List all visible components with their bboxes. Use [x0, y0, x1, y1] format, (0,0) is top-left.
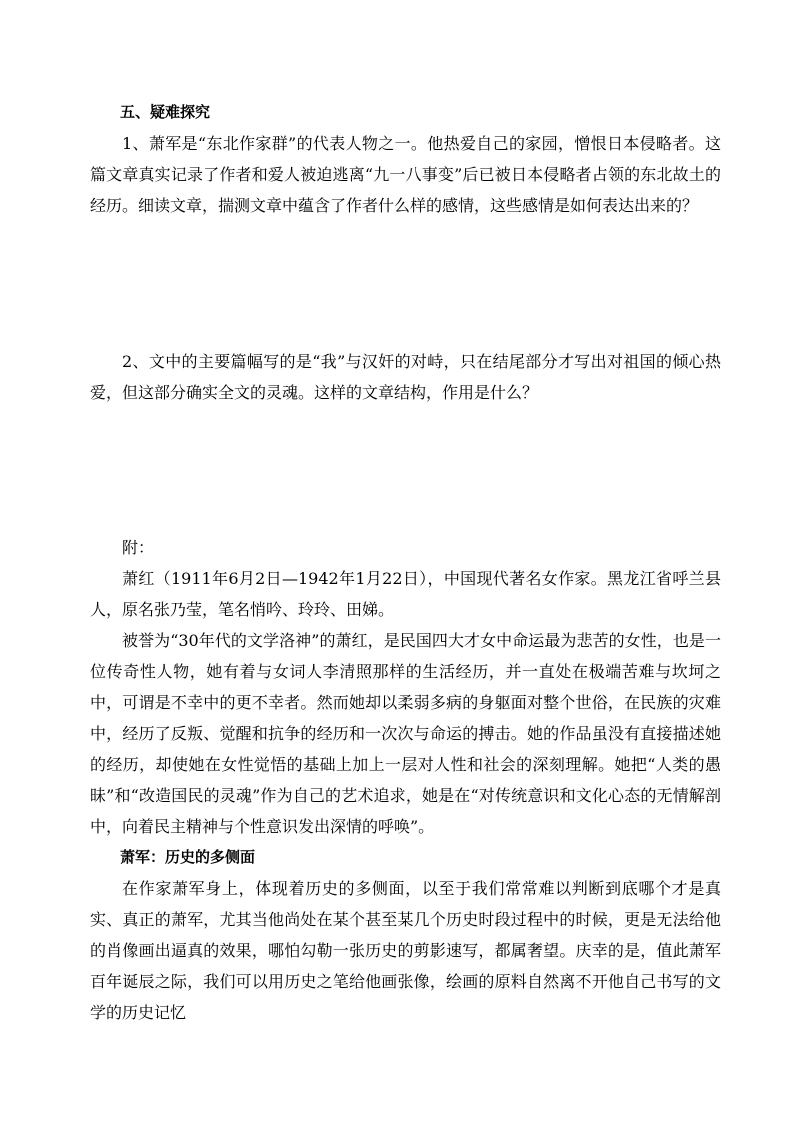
appendix-label: 附： [122, 538, 155, 557]
xiao-hong-intro: 萧红（1911年6月2日—1942年1月22日），中国现代著名女作家。黑龙江省呼兰县人，原名张乃莹，笔名悄吟、玲玲、田娣。 [90, 569, 721, 619]
xiao-jun-paragraph: 在作家萧军身上，体现着历史的多侧面，以至于我们常常难以判断到底哪个才是真实、真正的萧军，尤其当他尚处在某个甚至某几个历史时段过程中的时候，更是无法给他的肖像画出逼真的效果，哪怕勾勒一张历史的剪影速写，都属奢望。庆幸的是，值此萧军百年诞辰之际，我们可以用历史之笔给他画张像，绘画的原料自然离不开他自己书写的文学的历史记忆 [90, 879, 721, 1022]
section-heading: 五、疑难探究 [120, 103, 211, 121]
question-1: 1、萧军是“东北作家群”的代表人物之一。他热爱自己的家园，憎恨日本侵略者。这篇文章真实记录了作者和爱人被迫逃离“九一八事变”后已被日本侵略者占领的东北故土的经历。细读文章，揣测文章中蕴含了作者什么样的感情，这些感情是如何表达出来的？ [90, 134, 721, 215]
xiao-hong-paragraph: 被誉为“30年代的文学洛神”的萧红，是民国四大才女中命运最为悲苦的女性，也是一位传奇性人物，她有着与女词人李清照那样的生活经历，并一直处在极端苦难与坎坷之中，可谓是不幸中的更不幸者。然而她却以柔弱多病的身躯面对整个世俗，在民族的灾难中，经历了反叛、觉醒和抗争的经历和一次次与命运的搏击。她的作品虽没有直接描述她的经历，却使她在女性觉悟的基础上加上一层对人性和社会的深刻理解。她把“人类的愚昧”和“改造国民的灵魂”作为自己的艺术追求，她是在“对传统意识和文化心态的无情解剖中，向着民主精神与个性意识发出深情的呼唤”。 [90, 631, 721, 836]
question-2: 2、文中的主要篇幅写的是“我”与汉奸的对峙，只在结尾部分才写出对祖国的倾心热爱，但这部分确实全文的灵魂。这样的文章结构，作用是什么？ [90, 352, 721, 402]
xiao-jun-heading: 萧军：历史的多侧面 [120, 848, 256, 866]
